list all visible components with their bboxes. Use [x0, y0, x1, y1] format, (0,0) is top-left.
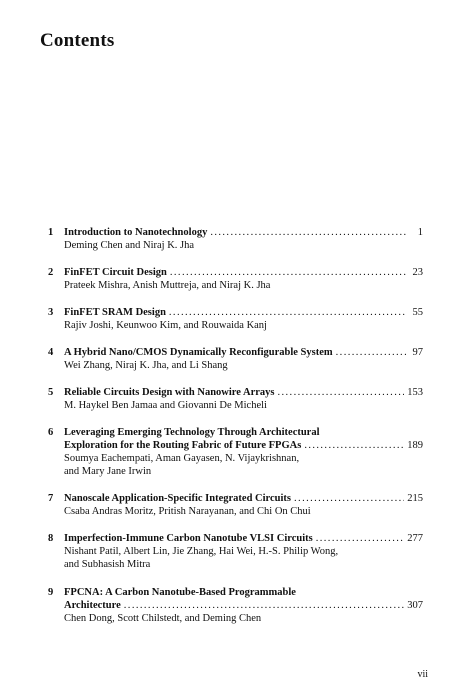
toc-entry-1[interactable] — [48, 226, 423, 252]
dot-leader — [316, 532, 405, 545]
dot-leader — [210, 226, 406, 239]
toc-entry-3[interactable] — [48, 306, 423, 332]
chapter-page-number[interactable]: 23 — [412, 267, 423, 278]
chapter-page-number[interactable]: 307 — [407, 600, 423, 611]
toc-entry-6[interactable] — [48, 426, 423, 478]
page-number-footer: vii — [417, 669, 428, 680]
chapter-authors: Prateek Mishra, Anish Muttreja, and Niraj K. Jha — [64, 280, 271, 291]
chapter-title-line[interactable]: FPCNA: A Carbon Nanotube-Based Programmable — [64, 587, 296, 598]
chapter-authors: Csaba Andras Moritz, Pritish Narayanan, and Chi On Chui — [64, 506, 311, 517]
toc-entry-2[interactable] — [48, 266, 423, 292]
chapter-authors: Wei Zhang, Niraj K. Jha, and Li Shang — [64, 360, 228, 371]
chapter-number: 8 — [48, 533, 54, 544]
chapter-page-number[interactable]: 189 — [407, 440, 423, 451]
chapter-title-line[interactable]: Leveraging Emerging Technology Through Architectural — [64, 427, 320, 438]
chapter-page-number[interactable]: 277 — [407, 533, 423, 544]
dot-leader — [294, 492, 404, 505]
chapter-authors: Rajiv Joshi, Keunwoo Kim, and Rouwaida Kanj — [64, 320, 267, 331]
chapter-title[interactable]: FinFET SRAM Design — [64, 307, 166, 318]
chapter-page-number[interactable]: 55 — [412, 307, 423, 318]
dot-leader — [170, 266, 406, 279]
chapter-authors: Deming Chen and Niraj K. Jha — [64, 240, 195, 251]
chapter-number: 1 — [48, 227, 54, 238]
toc-entry-5[interactable] — [48, 386, 423, 412]
page-heading: Contents — [40, 30, 115, 51]
chapter-title[interactable]: A Hybrid Nano/CMOS Dynamically Reconfigurable System — [64, 347, 333, 358]
chapter-page-number[interactable]: 153 — [407, 387, 423, 398]
toc-entry-7[interactable] — [48, 492, 423, 518]
chapter-title[interactable]: Imperfection-Immune Carbon Nanotube VLSI Circuits — [64, 533, 313, 544]
chapter-authors: Nishant Patil, Albert Lin, Jie Zhang, Hai Wei, H.-S. Philip Wong, — [64, 546, 339, 557]
chapter-authors: Chen Dong, Scott Chilstedt, and Deming Chen — [64, 613, 262, 624]
chapter-page-number[interactable]: 97 — [412, 347, 423, 358]
chapter-authors: Soumya Eachempati, Aman Gayasen, N. Vijaykrishnan, — [64, 453, 300, 464]
toc-entry-8[interactable] — [48, 532, 423, 571]
toc-entry-9[interactable] — [48, 586, 423, 625]
chapter-title[interactable]: Architecture — [64, 600, 121, 611]
toc-entry-4[interactable] — [48, 346, 423, 372]
chapter-number: 2 — [48, 267, 54, 278]
dot-leader — [277, 386, 404, 399]
dot-leader — [304, 439, 404, 452]
chapter-number: 4 — [48, 347, 54, 358]
chapter-authors: M. Haykel Ben Jamaa and Giovanni De Micheli — [64, 400, 267, 411]
chapter-number: 6 — [48, 427, 54, 438]
chapter-title[interactable]: Nanoscale Application-Specific Integrated Circuits — [64, 493, 292, 504]
chapter-title[interactable]: FinFET Circuit Design — [64, 267, 167, 278]
chapter-title[interactable]: Exploration for the Routing Fabric of Future FPGAs — [64, 440, 302, 451]
chapter-title[interactable]: Introduction to Nanotechnology — [64, 227, 208, 238]
chapter-number: 7 — [48, 493, 54, 504]
chapter-page-number[interactable]: 1 — [417, 227, 423, 238]
dot-leader — [336, 346, 406, 359]
chapter-number: 5 — [48, 387, 54, 398]
chapter-title[interactable]: Reliable Circuits Design with Nanowire Arrays — [64, 387, 275, 398]
chapter-page-number[interactable]: 215 — [407, 493, 423, 504]
dot-leader — [124, 599, 404, 612]
chapter-number: 9 — [48, 587, 54, 598]
chapter-authors: and Mary Jane Irwin — [64, 466, 152, 477]
chapter-authors: and Subhasish Mitra — [64, 559, 151, 570]
chapter-number: 3 — [48, 307, 54, 318]
dot-leader — [169, 306, 406, 319]
